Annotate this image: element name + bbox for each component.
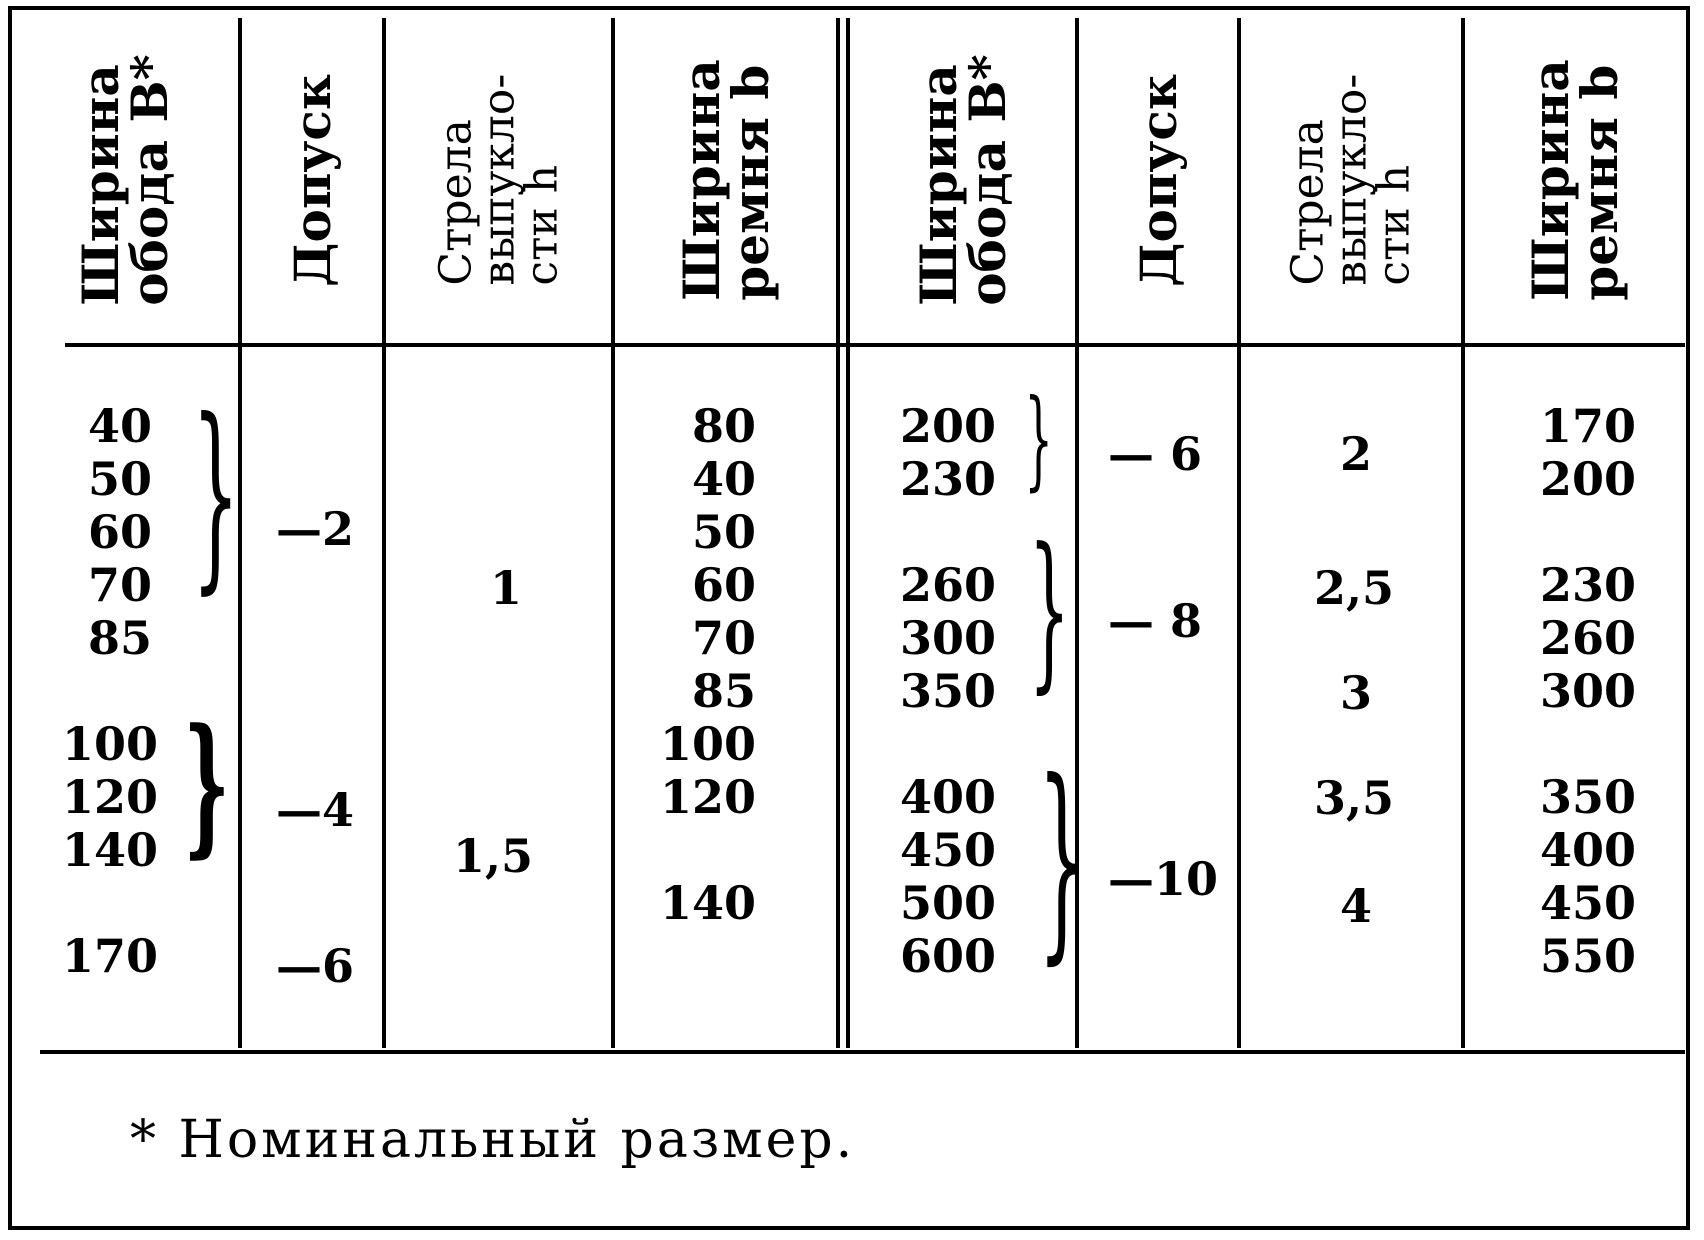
table-cell: 230 xyxy=(900,452,997,506)
table-cell: — 8 xyxy=(1108,594,1203,648)
group-brace: } xyxy=(1037,736,1087,984)
table-cell: 40 xyxy=(691,452,756,506)
table-cell: 120 xyxy=(660,770,757,824)
table-cell: 50 xyxy=(87,452,152,506)
double-divider-a xyxy=(836,18,840,1048)
group-brace: } xyxy=(191,377,240,613)
rim-width-right-column xyxy=(900,399,997,983)
table-cell: 120 xyxy=(62,770,159,824)
header-tolerance-left: Допуск xyxy=(282,73,342,287)
body-bottom-rule xyxy=(40,1050,1685,1054)
table-cell: 200 xyxy=(1539,452,1636,506)
table-cell: 3 xyxy=(1340,666,1373,720)
table-cell: 350 xyxy=(900,664,997,718)
table-cell: 260 xyxy=(1539,611,1636,665)
table-cell: 100 xyxy=(660,717,757,771)
table-cell: 300 xyxy=(900,611,997,665)
table-cell: 230 xyxy=(1539,558,1636,612)
table-cell: 170 xyxy=(1539,399,1636,453)
table-cell: 400 xyxy=(1539,823,1636,877)
table-cell: 450 xyxy=(1539,876,1636,930)
table-cell: 50 xyxy=(691,505,756,559)
table-cell: 4 xyxy=(1340,879,1373,933)
table-cell: —6 xyxy=(276,939,355,993)
header-belt-width-left: Ширина ремня b xyxy=(671,59,780,301)
table-cell: 500 xyxy=(900,876,997,930)
table-cell: 80 xyxy=(691,399,756,453)
header-rim-width-left: Ширина обода B* xyxy=(71,54,179,306)
table-cell: 140 xyxy=(62,823,159,877)
table-cell: —2 xyxy=(276,502,355,556)
table-cell: 60 xyxy=(87,505,152,559)
table-cell: 85 xyxy=(87,611,152,665)
table-cell: —10 xyxy=(1108,852,1219,906)
table-cell: 70 xyxy=(87,558,152,612)
group-brace: } xyxy=(183,696,230,873)
header-tolerance-right: Допуск xyxy=(1128,73,1188,287)
table-cell: 100 xyxy=(62,717,159,771)
table-cell: 70 xyxy=(691,611,756,665)
table-cell: 170 xyxy=(62,929,159,983)
table-cell: 2,5 xyxy=(1314,561,1395,615)
header-rim-width-right: Ширина обода B* xyxy=(908,54,1017,306)
table-cell: 2 xyxy=(1340,427,1373,481)
table-cell: 1 xyxy=(490,561,523,615)
table-cell: 140 xyxy=(660,876,757,930)
table-cell: — 6 xyxy=(1108,427,1203,481)
table-cell: 1,5 xyxy=(453,829,534,883)
table-cell: 60 xyxy=(691,558,756,612)
table-cell: 40 xyxy=(87,399,152,453)
table-cell: 400 xyxy=(900,770,997,824)
header-belt-width-right: Ширина ремня b xyxy=(1521,59,1629,301)
rim-width-left-column xyxy=(62,399,159,983)
table-cell: 550 xyxy=(1539,929,1636,983)
belt-width-left-column xyxy=(660,400,756,930)
header-rule xyxy=(65,343,1685,347)
table-cell: 600 xyxy=(900,929,997,983)
table-cell: 300 xyxy=(1539,664,1636,718)
group-brace: } xyxy=(1028,511,1071,709)
table-cell: 85 xyxy=(691,664,756,718)
table-cell: 3,5 xyxy=(1314,771,1395,825)
table-cell: —4 xyxy=(276,783,355,837)
header-convexity-left: Стрела выпукло- сти h xyxy=(429,74,568,286)
footnote: * Номинальный размер. xyxy=(130,1110,856,1170)
table-cell: 350 xyxy=(1539,770,1636,824)
group-brace: } xyxy=(1024,376,1053,503)
belt-width-right-column xyxy=(1528,400,1636,983)
table-cell: 200 xyxy=(900,399,997,453)
header-convexity-right: Стрела выпукло- сти h xyxy=(1282,74,1420,286)
table-cell: 450 xyxy=(900,823,997,877)
table-cell: 260 xyxy=(900,558,997,612)
